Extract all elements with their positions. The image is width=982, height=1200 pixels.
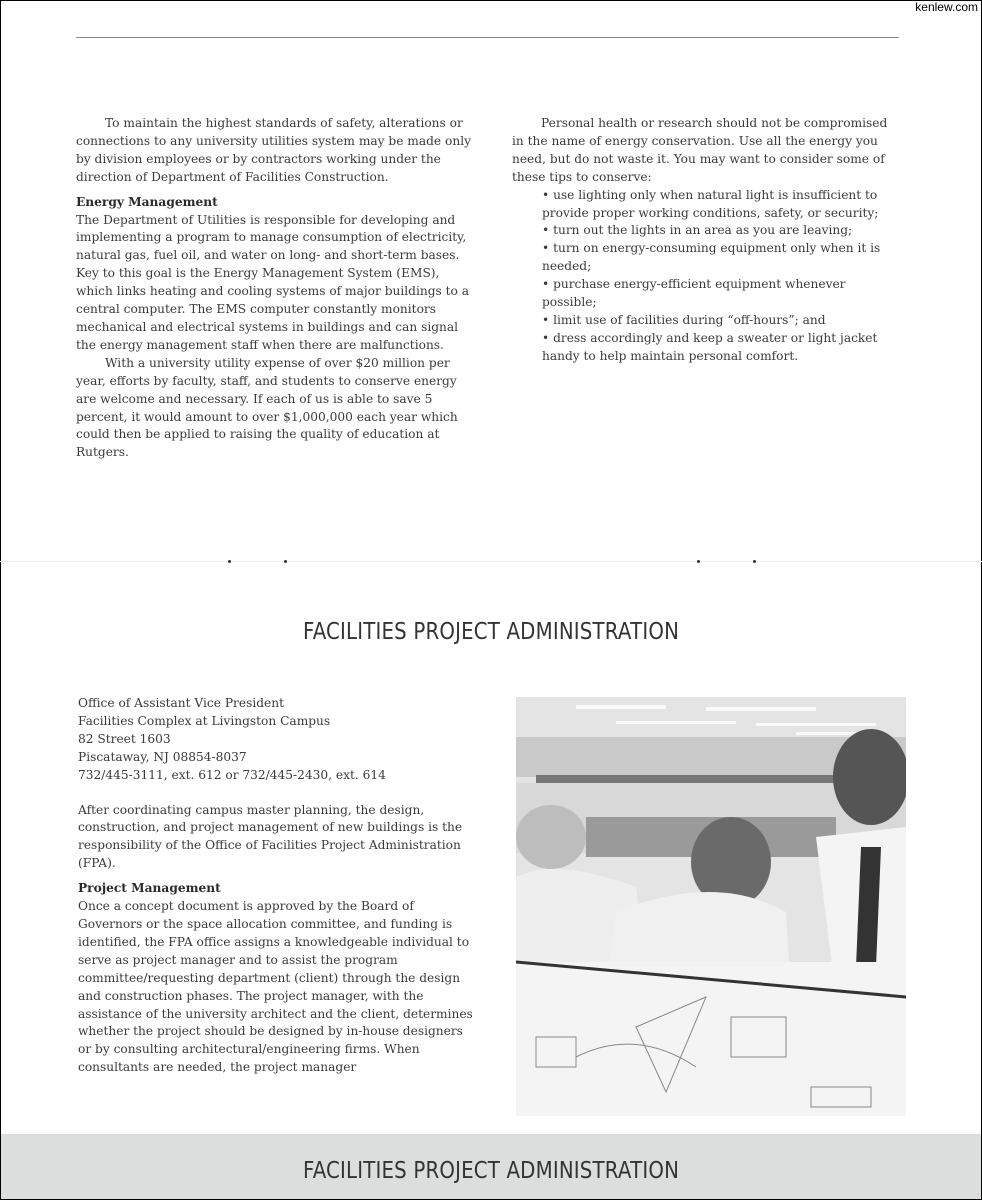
page-fold-line [0,561,982,562]
staff-photo [516,697,906,1116]
phone-line: 732/445-3111, ext. 612 or 732/445-2430, ext. 614 [78,767,386,782]
utility-expense-paragraph: With a university utility expense of over $20 million per year, efforts by faculty, staff, and students to conserve energy are welcome and necessary. If each of us is able to save 5 percent, it would amount to over $1,000,000 each year which could then be applied to raising the quality of education at Rutgers. [76,355,458,460]
tip-item: • dress accordingly and keep a sweater or light jacket handy to help maintain personal comfort. [542,330,902,366]
fold-mark [228,560,231,563]
footer-band [1,1134,981,1199]
address-line: Piscataway, NJ 08854-8037 [78,749,247,764]
tip-item: • purchase energy-efficient equipment whenever possible; [542,276,902,312]
section-title: FACILITIES PROJECT ADMINISTRATION [302,619,680,645]
address-line: Facilities Complex at Livingston Campus [78,713,331,728]
top-rule [76,37,899,38]
fpa-intro-paragraph: After coordinating campus master planning, the design, construction, and project management of new buildings is the responsibility of the Office of Facilities Project Administration (FPA). [78,802,463,871]
project-management-heading: Project Management [78,881,221,896]
photo-illustration [516,697,906,1116]
tip-item: • use lighting only when natural light is insufficient to provide proper working conditions, safety, or security; [542,187,902,223]
address-line: 82 Street 1603 [78,731,171,746]
project-management-paragraph: Once a concept document is approved by the Board of Governors or the space allocation committee, and funding is identified, the FPA office assigns a knowledgeable individual to serve as project manager and to assist the program committee/requesting department (client) through the design and construction phases. The project manager, with the assistance of the university architect and the client, determines whether the project should be designed by in-house designers or by consulting architectural/engineering firms. When consultants are needed, the project manager [78,899,473,1075]
watermark: kenlew.com [915,0,978,14]
safety-paragraph: To maintain the highest standards of safety, alterations or connections to any university utilities system may be made only by division employees or by contractors working under the direction of Department of Facilities Construction. [76,116,471,184]
energy-management-heading: Energy Management [76,194,218,209]
tip-item: • turn on energy-consuming equipment only when it is needed; [542,240,902,276]
fold-mark [697,560,700,563]
lower-left-column [78,695,478,1077]
upper-right-column [512,115,902,366]
fold-mark [753,560,756,563]
energy-management-paragraph: The Department of Utilities is responsible for developing and implementing a program to manage consumption of electricity, natural gas, fuel oil, and water on long- and short-term bases. Key to this goal is the Energy Management System (EMS), which links heating and cooling systems of major buildings to a central computer. The EMS computer constantly monitors mechanical and electrical systems in buildings and can signal the energy management staff when there are malfunctions. [76,212,469,352]
conservation-intro: Personal health or research should not be compromised in the name of energy conservation. Use all the energy you need, but do not waste it. You may want to consider some of these tips to conserve: [512,116,888,184]
fold-mark [284,560,287,563]
contact-address [78,695,478,785]
tip-item: • turn out the lights in an area as you are leaving; [542,222,902,240]
address-line: Office of Assistant Vice President [78,696,284,710]
conservation-tips-list [512,187,902,366]
tip-item: • limit use of facilities during “off-hours”; and [542,312,902,330]
upper-left-column [76,115,476,462]
footer-title: FACILITIES PROJECT ADMINISTRATION [302,1158,680,1184]
